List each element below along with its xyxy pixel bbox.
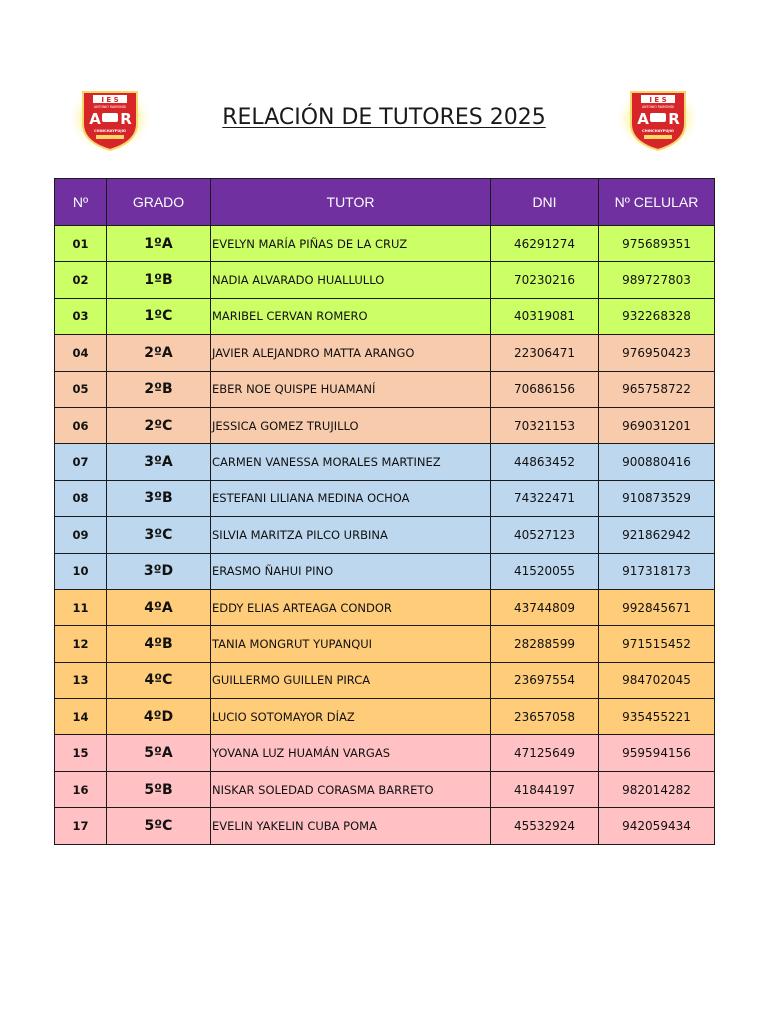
num-cell: 16 [55,771,107,807]
num-cell: 11 [55,589,107,625]
table-row [55,662,715,698]
grado-cell: 3ºC [107,517,211,553]
celular-cell: 984702045 [599,662,715,698]
svg-text:CHINCHAYPUJIO: CHINCHAYPUJIO [642,129,674,133]
celular-cell: 935455221 [599,699,715,735]
table-row [55,735,715,771]
table-header-row [55,179,715,226]
tutor-cell: CARMEN VANESSA MORALES MARTINEZ [211,444,491,480]
num-cell: 17 [55,808,107,844]
tutor-cell: LUCIO SOTOMAYOR DÍAZ [211,699,491,735]
celular-cell: 910873529 [599,480,715,516]
dni-cell: 70321153 [491,407,599,443]
header-dni: DNI [491,179,599,226]
num-cell: 01 [55,226,107,262]
dni-cell: 23697554 [491,662,599,698]
svg-text:I E S: I E S [649,96,667,104]
header-tutor: TUTOR [211,179,491,226]
dni-cell: 41520055 [491,553,599,589]
dni-cell: 45532924 [491,808,599,844]
table-row [55,335,715,371]
dni-cell: 44863452 [491,444,599,480]
tutor-cell: GUILLERMO GUILLEN PIRCA [211,662,491,698]
dni-cell: 46291274 [491,226,599,262]
grado-cell: 1ºC [107,298,211,334]
tutor-cell: TANIA MONGRUT YUPANQUI [211,626,491,662]
tutor-cell: EBER NOE QUISPE HUAMANÍ [211,371,491,407]
table-row [55,626,715,662]
num-cell: 09 [55,517,107,553]
dni-cell: 47125649 [491,735,599,771]
grado-cell: 2ºA [107,335,211,371]
num-cell: 07 [55,444,107,480]
grado-cell: 3ºA [107,444,211,480]
tutor-cell: EVELYN MARÍA PIÑAS DE LA CRUZ [211,226,491,262]
tutor-cell: JAVIER ALEJANDRO MATTA ARANGO [211,335,491,371]
header-num: Nº [55,179,107,226]
tutor-cell: SILVIA MARITZA PILCO URBINA [211,517,491,553]
num-cell: 13 [55,662,107,698]
table-row [55,444,715,480]
school-logo-right [614,84,702,154]
svg-text:ANTONIO RAIMONDI: ANTONIO RAIMONDI [641,105,675,109]
table-row [55,553,715,589]
grado-cell: 3ºB [107,480,211,516]
dni-cell: 40527123 [491,517,599,553]
grado-cell: 1ºB [107,262,211,298]
tutor-cell: YOVANA LUZ HUAMÁN VARGAS [211,735,491,771]
celular-cell: 989727803 [599,262,715,298]
grado-cell: 4ºA [107,589,211,625]
svg-text:CHINCHAYPUJIO: CHINCHAYPUJIO [94,129,126,133]
dni-cell: 23657058 [491,699,599,735]
celular-cell: 971515452 [599,626,715,662]
celular-cell: 975689351 [599,226,715,262]
grado-cell: 5ºC [107,808,211,844]
celular-cell: 921862942 [599,517,715,553]
num-cell: 06 [55,407,107,443]
table-row [55,771,715,807]
num-cell: 02 [55,262,107,298]
num-cell: 04 [55,335,107,371]
svg-text:A: A [637,110,649,128]
table-row [55,589,715,625]
svg-text:R: R [668,110,680,128]
table-row [55,699,715,735]
num-cell: 05 [55,371,107,407]
svg-text:ANTONIO RAIMONDI: ANTONIO RAIMONDI [93,105,127,109]
dni-cell: 41844197 [491,771,599,807]
table-row [55,226,715,262]
table-row [55,517,715,553]
num-cell: 03 [55,298,107,334]
svg-text:R: R [120,110,132,128]
celular-cell: 917318173 [599,553,715,589]
page-title: RELACIÓN DE TUTORES 2025 [222,105,546,130]
celular-cell: 976950423 [599,335,715,371]
dni-cell: 28288599 [491,626,599,662]
grado-cell: 4ºB [107,626,211,662]
tutors-table [54,178,715,845]
celular-cell: 965758722 [599,371,715,407]
tutor-cell: JESSICA GOMEZ TRUJILLO [211,407,491,443]
grado-cell: 5ºB [107,771,211,807]
svg-text:I E S: I E S [101,96,119,104]
celular-cell: 959594156 [599,735,715,771]
table-row [55,262,715,298]
tutor-cell: EVELIN YAKELIN CUBA POMA [211,808,491,844]
grado-cell: 1ºA [107,226,211,262]
grado-cell: 4ºD [107,699,211,735]
tutor-cell: ESTEFANI LILIANA MEDINA OCHOA [211,480,491,516]
grado-cell: 3ºD [107,553,211,589]
table-row [55,480,715,516]
dni-cell: 74322471 [491,480,599,516]
tutor-cell: NADIA ALVARADO HUALLULLO [211,262,491,298]
grado-cell: 5ºA [107,735,211,771]
celular-cell: 982014282 [599,771,715,807]
svg-text:A: A [89,110,101,128]
dni-cell: 70686156 [491,371,599,407]
celular-cell: 992845671 [599,589,715,625]
num-cell: 08 [55,480,107,516]
header-celular: Nº CELULAR [599,179,715,226]
dni-cell: 43744809 [491,589,599,625]
num-cell: 14 [55,699,107,735]
num-cell: 15 [55,735,107,771]
grado-cell: 4ºC [107,662,211,698]
dni-cell: 70230216 [491,262,599,298]
dni-cell: 22306471 [491,335,599,371]
celular-cell: 942059434 [599,808,715,844]
table-row [55,298,715,334]
celular-cell: 969031201 [599,407,715,443]
grado-cell: 2ºB [107,371,211,407]
table-row [55,407,715,443]
table-row [55,371,715,407]
celular-cell: 900880416 [599,444,715,480]
tutor-cell: ERASMO ÑAHUI PINO [211,553,491,589]
tutor-cell: NISKAR SOLEDAD CORASMA BARRETO [211,771,491,807]
num-cell: 12 [55,626,107,662]
header-grado: GRADO [107,179,211,226]
dni-cell: 40319081 [491,298,599,334]
num-cell: 10 [55,553,107,589]
tutor-cell: MARIBEL CERVAN ROMERO [211,298,491,334]
celular-cell: 932268328 [599,298,715,334]
grado-cell: 2ºC [107,407,211,443]
tutor-cell: EDDY ELIAS ARTEAGA CONDOR [211,589,491,625]
table-row [55,808,715,844]
